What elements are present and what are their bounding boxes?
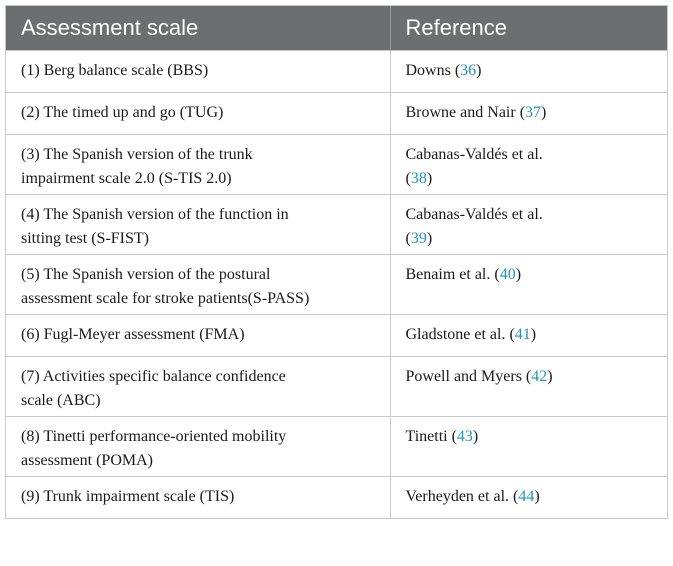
scale-line: (5) The Spanish version of the postural: [21, 266, 271, 283]
table-row: [6, 93, 667, 135]
scale-cell: [6, 255, 390, 315]
reference-cell: [390, 51, 667, 93]
header-reference: Reference: [390, 6, 667, 51]
scale-cell: (2) The timed up and go (TUG): [6, 93, 390, 135]
citation-link[interactable]: 37: [525, 104, 542, 121]
reference-text: Cabanas-Valdés et al.: [405, 206, 543, 223]
reference-close: ): [534, 488, 540, 505]
scale-cell: (9) Trunk impairment scale (TIS): [6, 477, 390, 519]
reference-cell: [390, 255, 667, 315]
citation-link[interactable]: 41: [514, 326, 531, 343]
citation-link[interactable]: 43: [456, 428, 473, 445]
scale-line: (7) Activities specific balance confidence: [21, 368, 286, 385]
citation-link[interactable]: 42: [531, 368, 548, 385]
assessment-table-grid: [6, 6, 667, 518]
table-row: [6, 255, 667, 315]
scale-line: assessment scale for stroke patients(S-PASS): [21, 290, 310, 307]
reference-close: ): [472, 428, 479, 445]
reference-cell: [390, 357, 667, 417]
reference-cell: [390, 195, 667, 255]
table-row: [6, 357, 667, 417]
reference-text: Downs (: [405, 62, 461, 79]
reference-open: (: [405, 170, 411, 187]
table-row: [6, 417, 667, 477]
table-row: [6, 315, 667, 357]
scale-line: scale (ABC): [21, 392, 101, 409]
scale-line: sitting test (S-FIST): [21, 230, 150, 247]
citation-link[interactable]: 44: [518, 488, 535, 505]
reference-open: (: [405, 230, 411, 247]
reference-close: ): [530, 326, 537, 343]
scale-cell: [6, 357, 390, 417]
scale-cell: (1) Berg balance scale (BBS): [6, 51, 390, 93]
header-assessment-scale: Assessment scale: [6, 6, 390, 51]
reference-cell: [390, 93, 667, 135]
table-header-row: [6, 6, 667, 51]
reference-text: Cabanas-Valdés et al.: [405, 146, 543, 163]
reference-close: ): [426, 170, 433, 187]
reference-text: Powell and Myers (: [405, 368, 532, 385]
scale-line: assessment (POMA): [21, 452, 153, 469]
reference-close: ): [426, 230, 433, 247]
reference-close: ): [515, 266, 522, 283]
reference-close: ): [547, 368, 553, 385]
scale-line: impairment scale 2.0 (S-TIS 2.0): [21, 170, 232, 187]
reference-text: Benaim et al. (: [405, 266, 500, 283]
reference-cell: [390, 315, 667, 357]
citation-link[interactable]: 36: [460, 62, 477, 79]
table-row: [6, 51, 667, 93]
reference-cell: [390, 135, 667, 195]
reference-close: ): [476, 62, 482, 79]
scale-cell: [6, 195, 390, 255]
reference-text: Verheyden et al. (: [405, 488, 519, 505]
scale-line: (8) Tinetti performance-oriented mobility: [21, 428, 287, 445]
scale-line: (3) The Spanish version of the trunk: [21, 146, 253, 163]
table-row: [6, 477, 667, 519]
scale-cell: (6) Fugl-Meyer assessment (FMA): [6, 315, 390, 357]
citation-link[interactable]: 39: [410, 230, 427, 247]
scale-line: (4) The Spanish version of the function in: [21, 206, 289, 223]
reference-text: Tinetti (: [405, 428, 457, 445]
reference-cell: [390, 477, 667, 519]
reference-cell: [390, 417, 667, 477]
citation-link[interactable]: 40: [499, 266, 516, 283]
scale-cell: [6, 135, 390, 195]
citation-link[interactable]: 38: [410, 170, 427, 187]
reference-text: Browne and Nair (: [405, 104, 526, 121]
assessment-table: [5, 5, 668, 519]
reference-text: Gladstone et al. (: [405, 326, 515, 343]
scale-cell: [6, 417, 390, 477]
table-row: [6, 135, 667, 195]
table-row: [6, 195, 667, 255]
reference-close: ): [541, 104, 547, 121]
